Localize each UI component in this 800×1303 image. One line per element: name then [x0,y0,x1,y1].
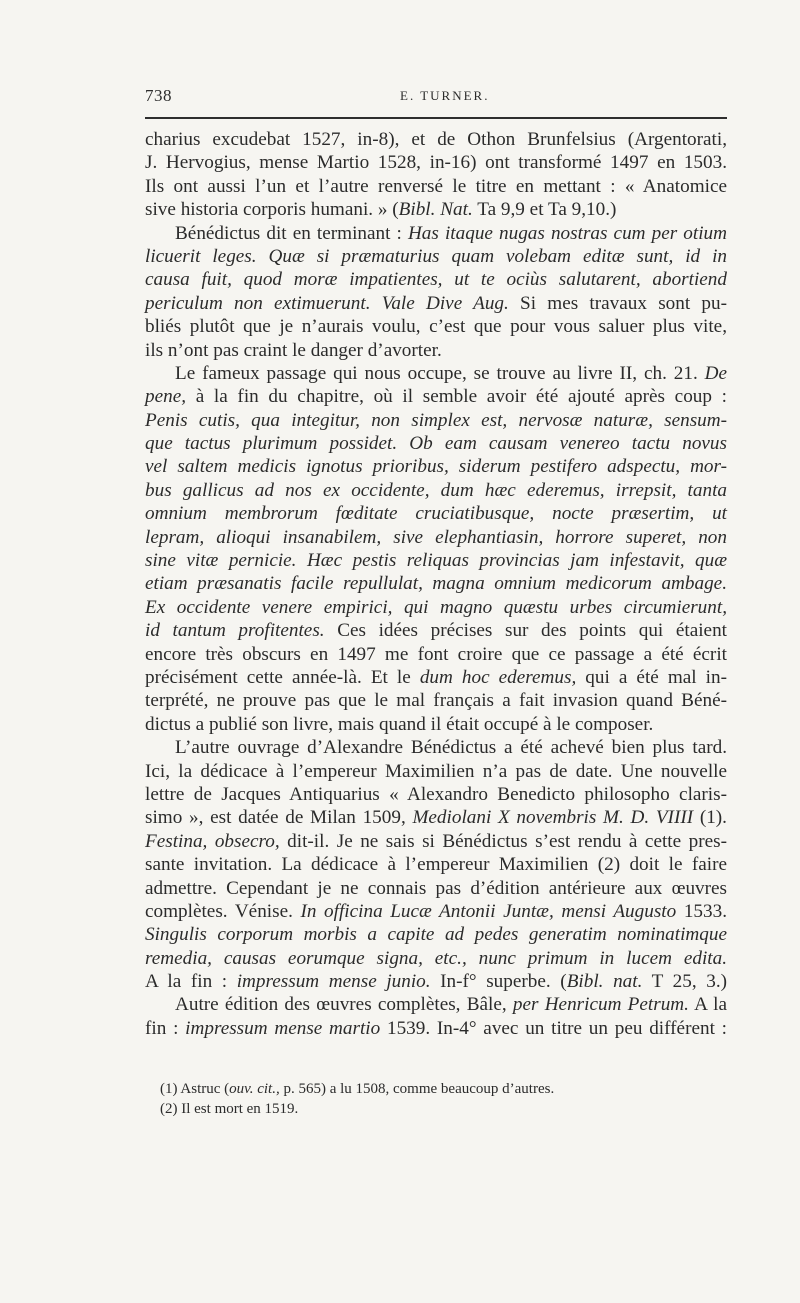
footnote: (1) Astruc (ouv. cit., p. 565) a lu 1508, comme beaucoup d’autres. [160,1081,555,1097]
page-number: 738 [145,86,172,105]
page-header [145,86,727,110]
text-line: encore très obscurs en 1497 me font croire que ce passage a été écrit [145,643,727,665]
text-line: complètes. Vénise. In officina Lucæ Antonii Juntæ, mensi Augusto 1533. [145,900,728,922]
header-rule [145,117,727,119]
text-line: remedia, causas eorumque signa, etc., nunc primum in lucem edita. [145,947,727,969]
text-line: causa fuit, quod moræ impatientes, ut te ociùs salutarent, abortiend [145,269,727,291]
text-line: que tactus plurimum possidet. Ob eam causam venereo tactu novus [145,433,727,455]
text-line: Ici, la dédicace à l’empereur Maximilien n’a pas de date. Une nouvelle [145,760,727,782]
text-line: lepram, alioqui insanabilem, sive elephantiasin, horrore superet, non [145,526,727,548]
text-line: simo », est datée de Milan 1509, Mediolani X novembris M. D. VIIII (1). [145,807,727,829]
text-line: Penis cutis, qua integitur, non simplex est, nervosæ naturæ, sensum- [145,409,727,431]
text-line: bus gallicus ad nos ex occidente, dum hæc ederemus, irrepsit, tanta [145,479,727,501]
text-line: Autre édition des œuvres complètes, Bâle, per Henricum Petrum. A la [175,994,727,1016]
text-line: Le fameux passage qui nous occupe, se trouve au livre II, ch. 21. De [175,362,727,384]
text-line: Singulis corporum morbis a capite ad pedes generatim nominatimque [145,924,727,946]
text-line: omnium membrorum fœditate cruciatibusque, nocte præsertim, ut [145,503,727,525]
text-line: sante invitation. La dédicace à l’empereur Maximilien (2) doit le faire [145,854,727,876]
text-line: lettre de Jacques Antiquarius « Alexandro Benedicto philosopho claris- [145,783,727,805]
text-line: bliés plutôt que je n’aurais voulu, c’est que pour vous saluer plus vite, [145,316,727,338]
text-line: admettre. Cependant je ne connais pas d’édition antérieure aux œuvres [145,877,727,899]
text-line: licuerit leges. Quæ si præmaturius quam volebam editæ sunt, id in [145,245,727,267]
text-line: fin : impressum mense martio 1539. In-4° avec un titre un peu différent : [145,1017,727,1039]
text-line: ils n’ont pas craint le danger d’avorter. [145,339,442,361]
text-line: vel saltem medicis ignotus prioribus, siderum pestifero adspectu, mor- [145,456,727,478]
footnotes [160,1079,720,1119]
text-line: terprété, ne prouve pas que le mal français a fait invasion quand Béné- [145,690,727,712]
text-line: periculum non extimuerunt. Vale Dive Aug. Si mes travaux sont pu- [145,292,727,314]
text-line: Ils ont aussi l’un et l’autre renversé le titre en mettant : « Anatomice [145,175,727,197]
text-line: Ex occidente venere empirici, qui magno quæstu urbes circumierunt, [145,596,727,618]
text-line: Festina, obsecro, dit-il. Je ne sais si Bénédictus s’est rendu à cette pres- [145,830,727,852]
text-line: précisément cette année-là. Et le dum hoc ederemus, qui a été mal in- [145,666,727,688]
text-line: A la fin : impressum mense junio. In-f° superbe. (Bibl. nat. T 25, 3.) [145,971,727,993]
text-line: Bénédictus dit en terminant : Has itaque nugas nostras cum per otium [175,222,727,244]
running-head: E. TURNER. [400,88,490,103]
body-text [145,128,727,1040]
text-line: sine vitæ pernicie. Hæc pestis reliquas provincias jam infestavit, quæ [145,550,727,572]
footnote: (2) Il est mort en 1519. [160,1101,299,1117]
text-line: pene, à la fin du chapitre, où il semble avoir été ajouté après coup : [145,386,727,408]
text-line: etiam præsanatis facile repullulat, magna omnium medicorum ambage. [145,573,727,595]
text-line: id tantum profitentes. Ces idées précises sur des points qui étaient [145,620,727,642]
text-line: J. Hervogius, mense Martio 1528, in-16) ont transformé 1497 en 1503. [145,152,727,174]
text-line: charius excudebat 1527, in-8), et de Othon Brunfelsius (Argentorati, [145,129,727,150]
text-line: dictus a publié son livre, mais quand il était occupé à le composer. [145,713,654,735]
text-line: L’autre ouvrage d’Alexandre Bénédictus a été achevé bien plus tard. [175,737,727,759]
text-line: sive historia corporis humani. » (Bibl. Nat. Ta 9,9 et Ta 9,10.) [145,199,617,221]
